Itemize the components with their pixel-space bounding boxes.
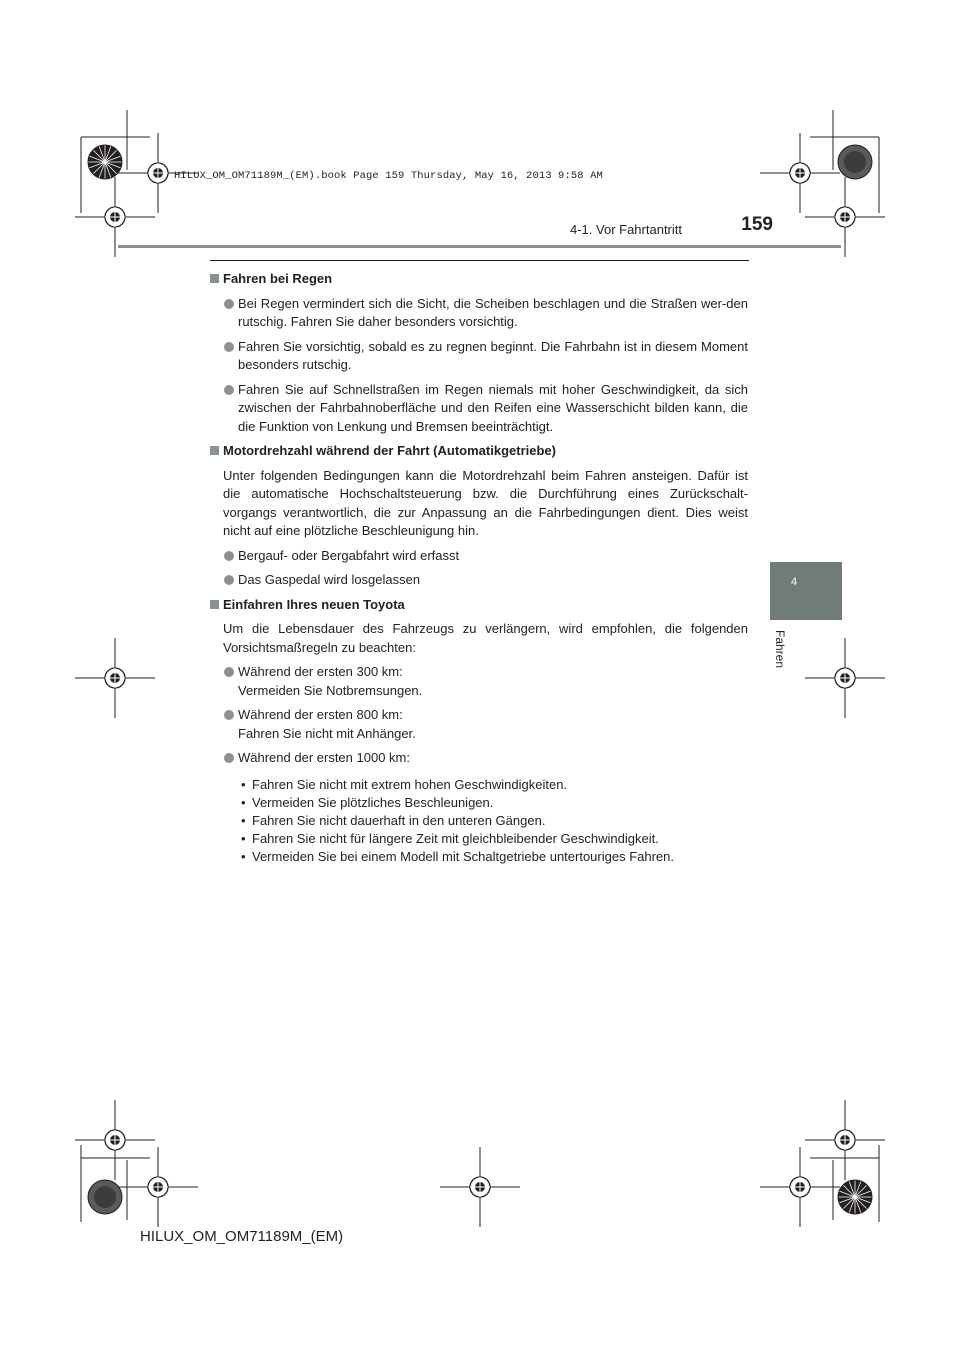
list-item: Fahren Sie auf Schnellstraßen im Regen niemals mit hoher Geschwindigkeit, da sich zwischen der Fahrbahnoberfläche und den Reifen eine Wasserschicht bilden kann, die die Funktion von Lenkung und Bremsen beeinträchtigt. [210,381,748,437]
document-code: HILUX_OM_OM71189M_(EM) [140,1228,344,1245]
sub-list-item: • Fahren Sie nicht mit extrem hohen Geschwindigkeiten. [241,776,568,792]
sub-list [210,776,748,866]
dot-bullet-icon: • [241,830,246,846]
circle-bullet-icon [224,575,234,585]
content-top-rule [210,260,749,261]
circle-bullet-icon [224,551,234,561]
chapter-tab [770,562,842,620]
page-content [210,270,748,866]
list-item: Bergauf- oder Bergabfahrt wird erfasst [210,547,748,566]
circle-bullet-icon [224,385,234,395]
page-number: 159 [741,214,773,235]
square-bullet-icon [210,274,219,283]
paragraph: Um die Lebensdauer des Fahrzeugs zu verlängern, wird empfohlen, die folgenden Vorsichtsmaßregeln zu beachten: [223,621,748,655]
paragraph: Unter folgenden Bedingungen kann die Motordrehzahl beim Fahren ansteigen. Dafür ist die automatische Hochschaltsteuerung bzw. die Durchführung eines Zurückschalt-vorgangs verantwortlich, die zur Anpassung an die Fahrbedingungen dient. Dies weist nicht auf eine plötzliche Beschleunigung hin. [223,467,748,538]
list-item: Während der ersten 800 km: Fahren Sie nicht mit Anhänger. [210,706,748,743]
circle-bullet-icon [224,710,234,720]
section-heading: Fahren bei Regen [210,270,748,289]
square-bullet-icon [210,600,219,609]
circle-bullet-icon [224,299,234,309]
square-bullet-icon [210,446,219,455]
list-item: Bei Regen vermindert sich die Sicht, die Scheiben beschlagen und die Straßen wer-den rutschig. Fahren Sie daher besonders vorsichtig. [210,295,748,332]
list-item: Während der ersten 1000 km: [210,749,748,768]
list-item: Fahren Sie vorsichtig, sobald es zu regnen beginnt. Die Fahrbahn ist in diesem Moment besonders rutschig. [210,338,748,375]
header-rule [118,245,841,248]
book-stamp: HILUX_OM_OM71189M_(EM).book Page 159 Thursday, May 16, 2013 9:58 AM [174,170,603,182]
dot-bullet-icon: • [241,794,246,810]
section-heading: Einfahren Ihres neuen Toyota [210,596,748,615]
dot-bullet-icon: • [241,812,246,828]
sub-list-item: • Vermeiden Sie bei einem Modell mit Schaltgetriebe untertouriges Fahren. [241,848,675,864]
section-title: 4-1. Vor Fahrtantritt [570,222,682,237]
list-item: Während der ersten 300 km: Vermeiden Sie Notbremsungen. [210,663,748,700]
dot-bullet-icon: • [241,776,246,792]
dot-bullet-icon: • [241,848,246,864]
circle-bullet-icon [224,667,234,677]
section-heading: Motordrehzahl während der Fahrt (Automatikgetriebe) [210,442,748,461]
chapter-number: 4 [790,576,798,588]
chapter-label-text: Fahren [773,630,787,669]
sub-list-item: • Fahren Sie nicht dauerhaft in den unteren Gängen. [241,812,546,828]
list-item: Das Gaspedal wird losgelassen [210,571,748,590]
sub-list-item: • Fahren Sie nicht für längere Zeit mit gleichbleibender Geschwindigkeit. [241,830,659,846]
chapter-label [773,630,805,680]
circle-bullet-icon [224,753,234,763]
circle-bullet-icon [224,342,234,352]
sub-list-item: • Vermeiden Sie plötzliches Beschleunigen. [241,794,494,810]
